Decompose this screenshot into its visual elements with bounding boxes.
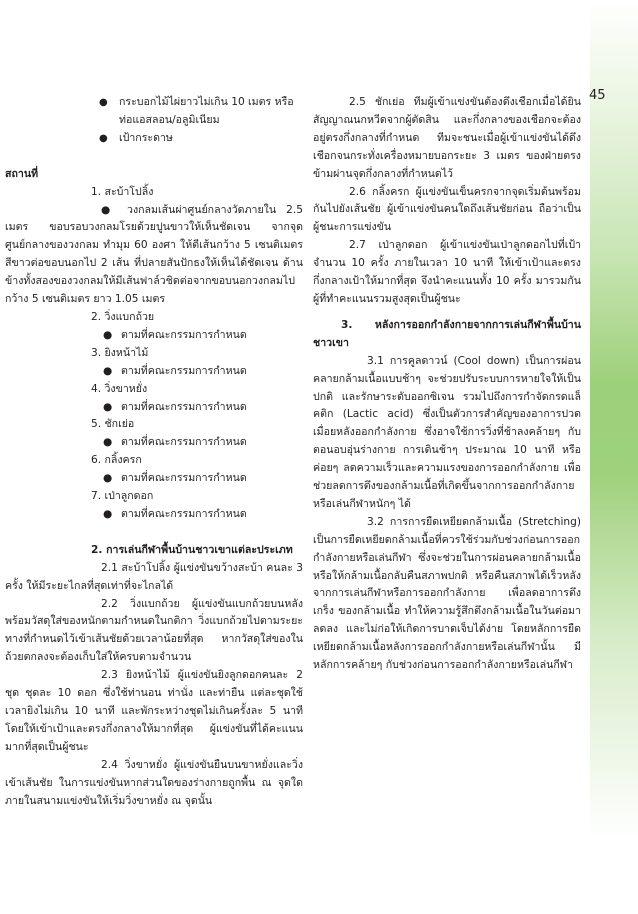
venue-description: ● วงกลมเส้นผ่าศูนย์กลางวัดภายใน 2.5 เมตร ขอบรอบวงกลมโรยด้วยปูนขาวให้เห็นชัดเจน จากจุด ศูนย์กลางของวงกลม ทำมุม 60 องศา ให้ตีเส้นกว้าง 5 เซนติเมตร สีขาวต่อขอบนอกไป 2 เส้น ที่ปลายสันปักธงให้เห็นได้ชัดเจน ด้านข้างทั้งสองของวงกลมให้มีเส้นฟาล์วชิดต่อจากขอบนอกวงกลมไปกว้าง 5 เซนติเมตร ยาว 1.05 เมตร [5, 203, 303, 306]
list-item: ● เป้ากระดาษ [99, 131, 173, 144]
left-column [5, 94, 303, 810]
paragraph: 2.3 ยิงหน้าไม้ ผู้แข่งขันยิงลูกดอกคนละ 2 ชุด ชุดละ 10 ดอก ซึ่งใช้ท่านอน ท่านั่ง และท่ายืน แต่ละชุดใช้เวลายิงไม่เกิน 10 นาที และพักระหว่างชุดไม่เกินครั้งละ 5 นาที โดยให้เข้าเป้าและตรงกึ่งกลางให้มากที่สุด ผู้แข่งขันที่ได้คะแนนมากที่สุดเป็นผู้ชนะ [5, 669, 303, 753]
paragraph: 3.1 การคูลดาวน์ (Cool down) เป็นการผ่อนคลายกล้ามเนื้อแบบช้าๆ จะช่วยปรับระบบการหายใจให้เป็นปกติ และรักษาระดับออกซิเจน รวมไปถึงการกำจัดกรดแล็คติก (Lactic acid) ซึ่งเป็นตัวการสำคัญของอาการปวดเมื่อยหลังออกกำลังกาย ซึ่งอาจใช้การวิ่งที่ช้าลงคล้ายๆ กับตอนอบอุ่นร่างกาย การเดินช้าๆ ประมาณ 10 นาที หรือค่อยๆ ลดความเร็วและความแรงของการออกกำลังกาย เพื่อช่วยลดการตึงของกล้ามเนื้อที่เกิดขึ้นจากการออกกำลังกายหรือเล่นกีฬาหนักๆ ได้ [313, 354, 581, 510]
list-item: ● กระบอกไม้ไผ่ยาวไม่เกิน 10 เมตร หรือ [99, 96, 294, 108]
paragraph: 2.6 กลิ้งครก ผู้แข่งขันเข็นครกจากจุดเริ่มต้นพร้อมกันไปยังเส้นชัย ผู้เข้าแข่งขันคนใดถึงเส้นชัยก่อน ถือว่าเป็นผู้ชนะการแข่งขัน [313, 185, 581, 234]
venue-item: 3. ยิงหน้าไม้ [91, 346, 149, 359]
venue-item: 1. สะบ้าโปลิ้ง [91, 185, 154, 198]
paragraph: 2.2 วิ่งแบกถ้วย ผู้แข่งขันแบกถ้วยบนหลังพร้อมวัสดุใส่ของหนักตามกำหนดในกติกา วิ่งแบกถ้วยไปตามระยะทางที่กำหนดไว้เข้าเส้นชัยด้วยเวลาน้อยที่สุด หากวัสดุใส่ของในถ้วยตกลงจะต้องเก็บใส่ให้ครบตามจำนวน [5, 597, 303, 664]
list-item: ● ตามที่คณะกรรมการกำหนด [103, 436, 247, 449]
list-item: ● ตามที่คณะกรรมการกำหนด [103, 400, 247, 413]
venue-item: 2. วิ่งแบกถ้วย [91, 310, 155, 323]
right-column [313, 94, 581, 675]
page-number: 45 [589, 88, 606, 103]
section-heading: สถานที่ [5, 167, 39, 180]
venue-item: 6. กลิ้งครก [91, 454, 142, 467]
section-heading: 3. หลังการออกกำลังกายจากการเล่นกีฬาพื้นบ้านชาวเขา [313, 318, 581, 349]
list-item: ● ตามที่คณะกรรมการกำหนด [103, 507, 247, 520]
paragraph: 3.2 การการยืดเหยียดกล้ามเนื้อ (Stretching) เป็นการยืดเหยียดกล้ามเนื้อที่ควรใช้ร่วมกับช่วงก่อนการออกกำลังกายหรือเล่นกีฬา ซึ่งจะช่วยในการผ่อนคลายกล้ามเนื้อ หรือให้กล้ามเนื้อกลับคืนสภาพปกติ หรือคืนสภาพได้เร็วหลังจากการเล่นกีฬาหรือการออกกำลังกาย เพื่อลดอาการตึง เกร็ง ของกล้ามเนื้อ ทำให้ความรู้สึกตึงกล้ามเนื้อในวันต่อมาลดลง และไม่ก่อให้เกิดการบาดเจ็บได้ง่าย โดยหลักการยืดเหยียดกล้ามเนื้อหลังการออกกำลังกายหรือเล่นกีฬานั้น มีหลักการคล้ายๆ กับช่วงก่อนการออกกำลังกายหรือเล่นกีฬา [313, 515, 581, 672]
venue-item: 5. ชักเย่อ [91, 418, 135, 431]
section-heading: 2. การเล่นกีฬาพื้นบ้านชาวเขาแต่ละประเภท [91, 543, 293, 556]
paragraph: 2.5 ชักเย่อ ทีมผู้เข้าแข่งขันต้องดึงเชือกเมื่อได้ยินสัญญาณนกหวีดจากผู้ตัดสิน และกึ่งกลางของเชือกจะต้องอยู่ตรงกึ่งกลางที่กำหนด ทีมจะชนะเมื่อผู้เข้าแข่งขันได้ดึงเชือกจนกระทั่งเครื่องหมายบอกระยะ 3 เมตร ของฝ่ายตรงข้ามผ่านจุดกึ่งกลางที่กำหนดไว้ [313, 96, 581, 180]
paragraph: 2.4 วิ่งขาหยั่ง ผู้แข่งขันยืนบนขาหยั่งและวิ่งเข้าเส้นชัย ในการแข่งขันหากส่วนใดของร่างกายถูกพื้น ณ จุดใดภายในสนามแข่งขันให้เริ่มวิ่งขาหยั่ง ณ จุดนั้น [5, 758, 303, 807]
list-item-continuation: ท่อแอสลอน/อลูมิเนียม [119, 113, 220, 126]
venue-item: 4. วิ่งขาหยั่ง [91, 382, 148, 395]
paragraph: 2.1 สะบ้าโปลิ้ง ผู้แข่งขันขว้างสะบ้า คนละ 3 ครั้ง ให้มีระยะไกลที่สุดเท่าที่จะไกลได้ [5, 561, 303, 592]
list-item: ● ตามที่คณะกรรมการกำหนด [103, 472, 247, 485]
venue-item: 7. เป่าลูกดอก [91, 490, 154, 503]
paragraph: 2.7 เป่าลูกดอก ผู้เข้าแข่งขันเป่าลูกดอกไปที่เป้าจำนวน 10 ครั้ง ภายในเวลา 10 นาที ให้เข้าเป้าและตรงกึ่งกลางเป้าให้มากที่สุด จึงนำคะแนนทั้ง 10 ครั้ง มารวมกัน ผู้ที่ทำคะแนนรวมสูงสุดเป็นผู้ชนะ [313, 239, 581, 305]
list-item: ● ตามที่คณะกรรมการกำหนด [103, 364, 247, 377]
decorative-side-band [590, 0, 638, 914]
list-item: ● ตามที่คณะกรรมการกำหนด [103, 328, 247, 341]
